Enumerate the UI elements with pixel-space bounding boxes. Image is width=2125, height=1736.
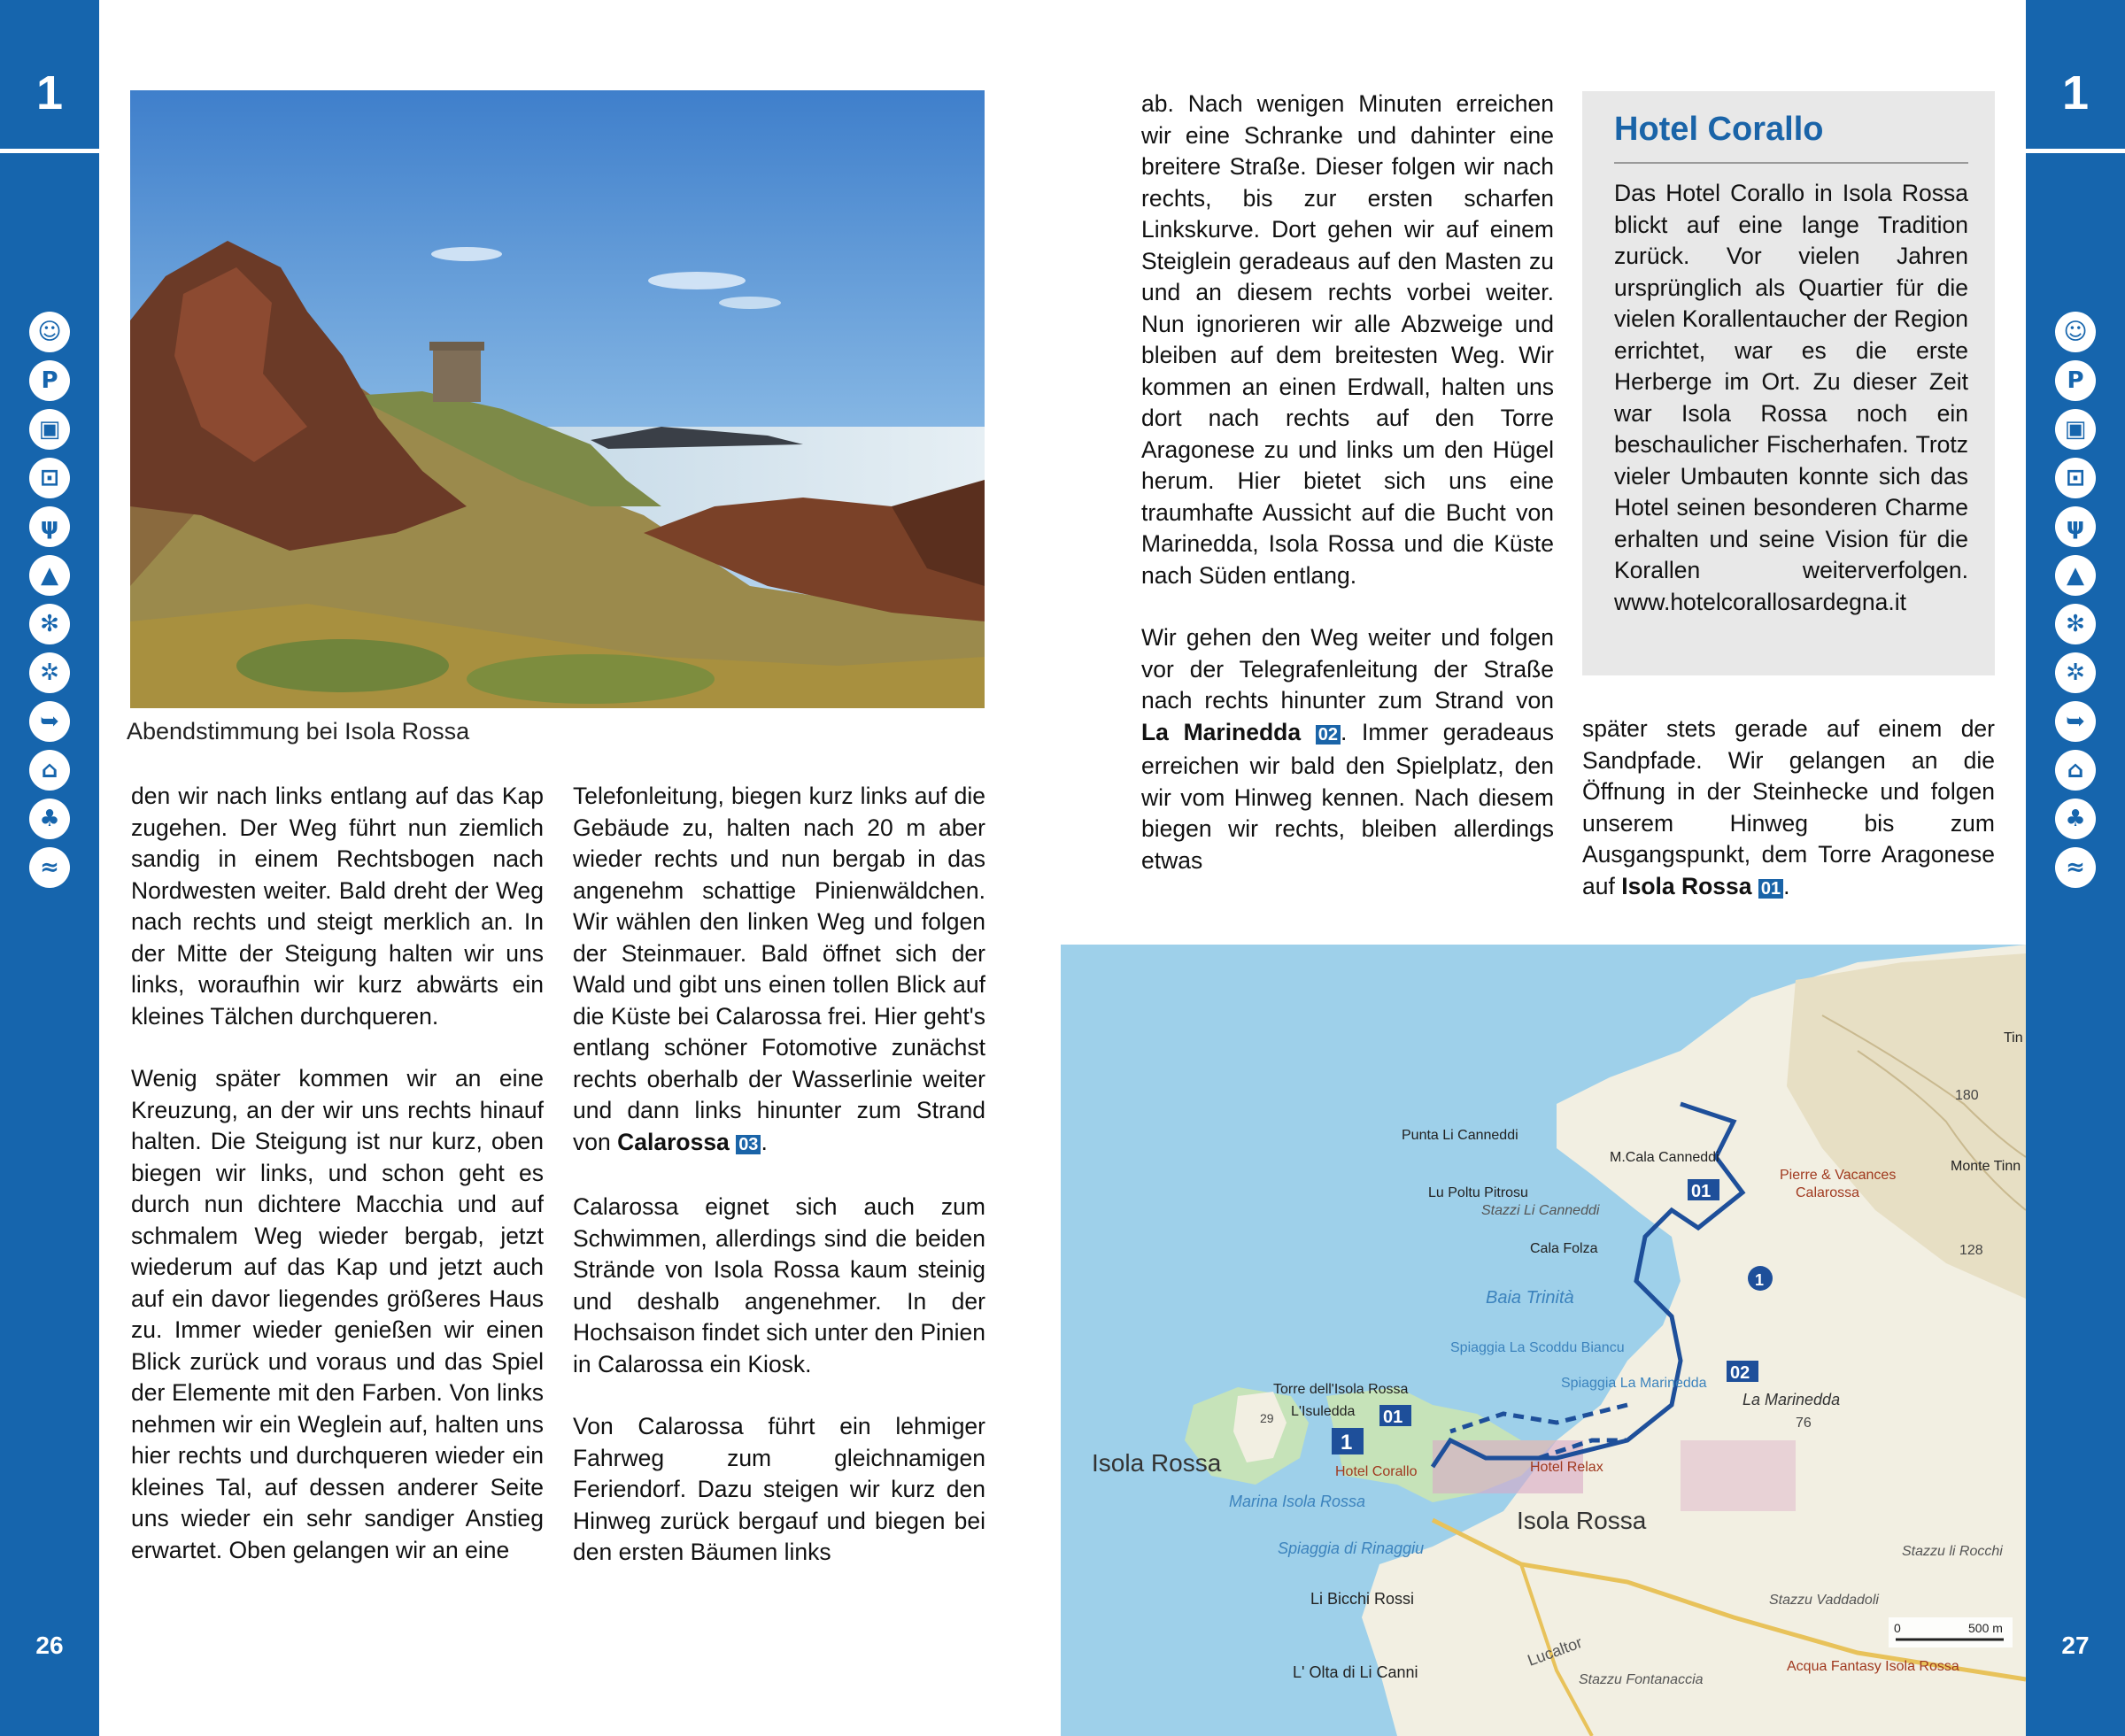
map-label: La Marinedda — [1742, 1391, 1841, 1408]
paragraph: Wenig später kommen wir an eine Kreuzung, an der wir uns rechts hinauf halten. Die Steigung ist nur kurz, oben biegen wir links, und schon geht es durch nun dichtere Macchia und auf schmalem Weg wieder bergab, jetzt wiederum auf das Kap und jetzt auch auf ein davor liegendes größeres Haus zu. Immer wieder genießen wir einen Blick zurück und voraus und das Spiel der Elemente mit den Farben. Von links nehmen wir ein Weglein auf, halten uns hier rechts und durchqueren wieder ein kleines Tal, auf dessen anderer Seite uns wieder ein sehr sandiger Anstieg erwartet. Oben gelangen wir an eine — [131, 1065, 544, 1563]
paragraph: Telefonleitung, biegen kurz links auf die Gebäude zu, halten nach 20 m aber wieder rechts und nun bergab in das angenehm schattige Pinienwäldchen. Wir wählen den linken Weg und folgen der Steinmauer. Bald öffnet sich der Wald und gibt uns einen tollen Blick auf die Küste bei Calarossa frei. Hier geht's entlang schöner Fotomotive zunächst rechts oberhalb der Wasserlinie weiter und dann links hinunter zum Strand von Calarossa 03 . — [573, 783, 985, 1155]
chapter-number-left: 1 — [35, 66, 64, 120]
map-label: Stazzu Vaddadoli — [1769, 1593, 1879, 1608]
bear-icon: ☺ — [2055, 312, 2096, 352]
building-icon: ⌂ — [29, 750, 70, 791]
map-label: Hotel Relax — [1530, 1460, 1603, 1475]
map-label: Pierre & Vacances — [1780, 1168, 1897, 1183]
hotel-title-rule — [1614, 162, 1968, 164]
text-column-4 — [1582, 714, 1995, 936]
map-label: Tin — [2004, 1030, 2023, 1045]
hotel-url[interactable]: www.hotelcorallosardegna.it — [1614, 588, 1906, 615]
cable-car-icon: ⊡ — [2055, 458, 2096, 498]
sidebar-icons-right — [2055, 312, 2096, 896]
left-sidebar — [0, 0, 99, 1736]
waypoint-badge: 03 — [736, 1135, 761, 1154]
map-label-island: Isola Rossa — [1092, 1449, 1222, 1477]
map-label: Acqua Fantasy Isola Rossa — [1787, 1659, 1959, 1674]
map-label: Cala Folza — [1530, 1241, 1598, 1256]
chapter-number-right: 1 — [2061, 66, 2090, 120]
place-name: La Marinedda — [1141, 718, 1302, 745]
map-label: Lu Poltu Pitrosu — [1428, 1185, 1528, 1200]
parking-icon: P — [2055, 360, 2096, 401]
map-label-start: 1 — [1341, 1431, 1353, 1454]
map-label: Calarossa — [1796, 1185, 1860, 1200]
cable-car-icon: ⊡ — [29, 458, 70, 498]
hut-icon: ▲ — [2055, 555, 2096, 596]
map-label: Stazzu li Rocchi — [1902, 1544, 2003, 1559]
sidebar-icons-left — [29, 312, 70, 896]
map-label: 29 — [1260, 1411, 1274, 1425]
tree-icon: ♣ — [2055, 799, 2096, 839]
paragraph: Calarossa eignet sich auch zum Schwimmen, allerdings sind die beiden Strände von Isola Rossa kaum steinig und deshalb angenehmer. In der Hochsaison findet sich unter den Pinien in Calarossa ein Kiosk. — [573, 1193, 985, 1377]
map-label: 128 — [1959, 1243, 1983, 1258]
place-name: Isola Rossa — [1621, 872, 1752, 899]
swim-icon: ≈ — [29, 847, 70, 888]
map-label: M.Cala Canneddi — [1610, 1150, 1719, 1165]
paragraph: den wir nach links entlang auf das Kap zugehen. Der Weg führt nun ziemlich sandig in einem Rechtsbogen nach Nordwesten weiter. Bald dreht der Weg nach rechts und steigt merklich an. In der Mitte der Steigung halten wir uns links, woraufhin wir kurz abwärts ein kleines Tälchen durchqueren. — [131, 783, 544, 1030]
ski-lift-icon: ➥ — [2055, 701, 2096, 742]
hotel-info-box — [1582, 91, 1995, 675]
tree-icon: ♣ — [29, 799, 70, 839]
map-label: Monte Tinn — [1951, 1159, 2021, 1174]
map-scale-label: 500 m — [1968, 1621, 2003, 1635]
place-name: Calarossa — [617, 1128, 730, 1155]
map-label: Punta Li Canneddi — [1402, 1128, 1518, 1143]
map-badge-label: 02 — [1730, 1363, 1750, 1383]
map-label: L' Olta di Li Canni — [1293, 1663, 1418, 1681]
map-label: Stazzi Li Canneddi — [1481, 1203, 1600, 1218]
waypoint-badge: 02 — [1316, 725, 1341, 745]
map-label: Marina Isola Rossa — [1229, 1493, 1366, 1510]
paragraph: Von Calarossa führt ein lehmiger Fahrweg zum gleichnamigen Feriendorf. Dazu steigen wir kurz den Hinweg zurück bergauf und biegen bei den ersten Bäumen links — [573, 1413, 985, 1565]
map-badge-label: 01 — [1691, 1182, 1712, 1201]
map-label: Baia Trinità — [1486, 1288, 1574, 1308]
bear-icon: ☺ — [29, 312, 70, 352]
paragraph: Wir gehen den Weg weiter und folgen vor der Telegrafenleitung der Straße nach rechts hinunter zum Strand von La Marinedda 02 . Immer geradeaus erreichen wir bald den Spielplatz, den wir vom Hinweg kennen. Nach diesem biegen wir rechts, bleiben allerdings etwas — [1141, 624, 1554, 874]
hotel-title: Hotel Corallo — [1614, 111, 1824, 148]
hotel-description — [1614, 178, 1968, 618]
hotel-text: Das Hotel Corallo in Isola Rossa blickt auf eine lange Tradition zurück. Vor vielen Jahren ursprünglich als Quartier für die vielen Korallentaucher der Region errichtet, war es die erste Herberge im Ort. Zu dieser Zeit war Isola Rossa noch ein beschaulicher Fischerhafen. Trotz vieler Umbauten konnte sich das Hotel seinen besonderen Charme erhalten und seine Vision für die Korallen weiterverfolgen. — [1614, 180, 1968, 583]
right-sidebar — [2026, 0, 2125, 1736]
text-column-2 — [573, 781, 985, 1600]
bus-icon: ▣ — [2055, 409, 2096, 450]
paragraph-text: Immer geradeaus erreichen wir bald den Spielplatz, den wir vom Hinweg kennen. Nach diesem biegen wir rechts, bleiben allerdings etwas — [1141, 718, 1554, 874]
snowflake-icon: ✻ — [29, 604, 70, 644]
map-label: 76 — [1796, 1416, 1812, 1431]
map-label: 180 — [1955, 1088, 1979, 1103]
map-label: Li Bicchi Rossi — [1310, 1590, 1415, 1608]
text-column-3 — [1141, 89, 1554, 907]
map-label-town: Isola Rossa — [1517, 1507, 1647, 1534]
building-icon: ⌂ — [2055, 750, 2096, 791]
map-label: Hotel Corallo — [1335, 1464, 1418, 1479]
swim-icon: ≈ — [2055, 847, 2096, 888]
restaurant-icon: ψ — [2055, 506, 2096, 547]
snowflake-icon: ✻ — [2055, 604, 2096, 644]
hut-icon: ▲ — [29, 555, 70, 596]
map-label: Spiaggia di Rinaggiu — [1278, 1539, 1425, 1557]
map-label: Stazzu Fontanaccia — [1579, 1672, 1704, 1687]
paragraph: ab. Nach wenigen Minuten erreichen wir eine Schranke und dahinter eine breitere Straße. Dieser folgen wir nach rechts, bis zur ersten scharfen Linkskurve. Dort gehen wir auf einem Steiglein geradeaus auf den Masten zu und an diesem rechts vorbei weiter. Nun ignorieren wir alle Abzweige und bleiben auf dem breitesten Weg. Wir kommen an einen Erdwall, halten uns dort nach rechts auf den Torre Aragonese zu und links um den Hügel herum. Hier bietet sich uns eine traumhafte Aussicht auf die Bucht von Marinedda, Isola Rossa und die Küste nach Süden entlang. — [1141, 90, 1554, 589]
waypoint-badge: 01 — [1758, 879, 1783, 899]
paragraph-text: später stets gerade auf einem der Sandpfade. Wir gelangen an die Öffnung in der Steinhecke und folgen unserem Hinweg bis zum Ausgangspunkt, dem Torre Aragonese auf — [1582, 715, 1995, 899]
page-number-left: 26 — [35, 1632, 64, 1659]
paragraph-text: Wir gehen den Weg weiter und folgen vor der Telegrafenleitung der Straße nach rechts hinunter zum Strand von — [1141, 624, 1554, 714]
route-map — [1061, 945, 2026, 1736]
text-column-1 — [131, 781, 544, 1597]
page-number-right: 27 — [2061, 1632, 2090, 1659]
parking-icon: P — [29, 360, 70, 401]
paragraph-text: Telefonleitung, biegen kurz links auf die Gebäude zu, halten nach 20 m aber wieder rechts und nun bergab in das angenehm schattige Pinienwäldchen. Wir wählen den linken Weg und folgen der Steinmauer. Bald öffnet sich der Wald und gibt uns einen tollen Blick auf die Küste bei Calarossa frei. Hier geht's entlang schöner Fotomotive zunächst rechts oberhalb der Wasserlinie weiter und dann links hinunter zum Strand von — [573, 783, 985, 1155]
paragraph: später stets gerade auf einem der Sandpfade. Wir gelangen an die Öffnung in der Steinhecke und folgen unserem Hinweg bis zum Ausgangspunkt, dem Torre Aragonese auf Isola Rossa 01 . — [1582, 715, 1995, 899]
coast-photo — [130, 90, 985, 708]
map-scale-label: 0 — [1894, 1621, 1901, 1635]
map-label: Lucaltor — [1525, 1633, 1585, 1670]
map-label: L'Isuledda — [1291, 1404, 1356, 1419]
stroller-icon: ✲ — [29, 652, 70, 693]
ski-lift-icon: ➥ — [29, 701, 70, 742]
stroller-icon: ✲ — [2055, 652, 2096, 693]
chapter-rule-left — [0, 149, 99, 153]
map-label: Spiaggia La Marinedda — [1561, 1376, 1707, 1391]
photo-caption: Abendstimmung bei Isola Rossa — [127, 718, 470, 745]
bus-icon: ▣ — [29, 409, 70, 450]
map-badge-label: 01 — [1383, 1408, 1403, 1427]
map-label-arrow: 1 — [1755, 1271, 1765, 1289]
restaurant-icon: ψ — [29, 506, 70, 547]
map-label: Spiaggia La Scoddu Biancu — [1450, 1340, 1625, 1355]
map-label: Torre dell'Isola Rossa — [1273, 1382, 1409, 1397]
map-town-area — [1681, 1440, 1796, 1511]
chapter-rule-right — [2026, 149, 2125, 153]
